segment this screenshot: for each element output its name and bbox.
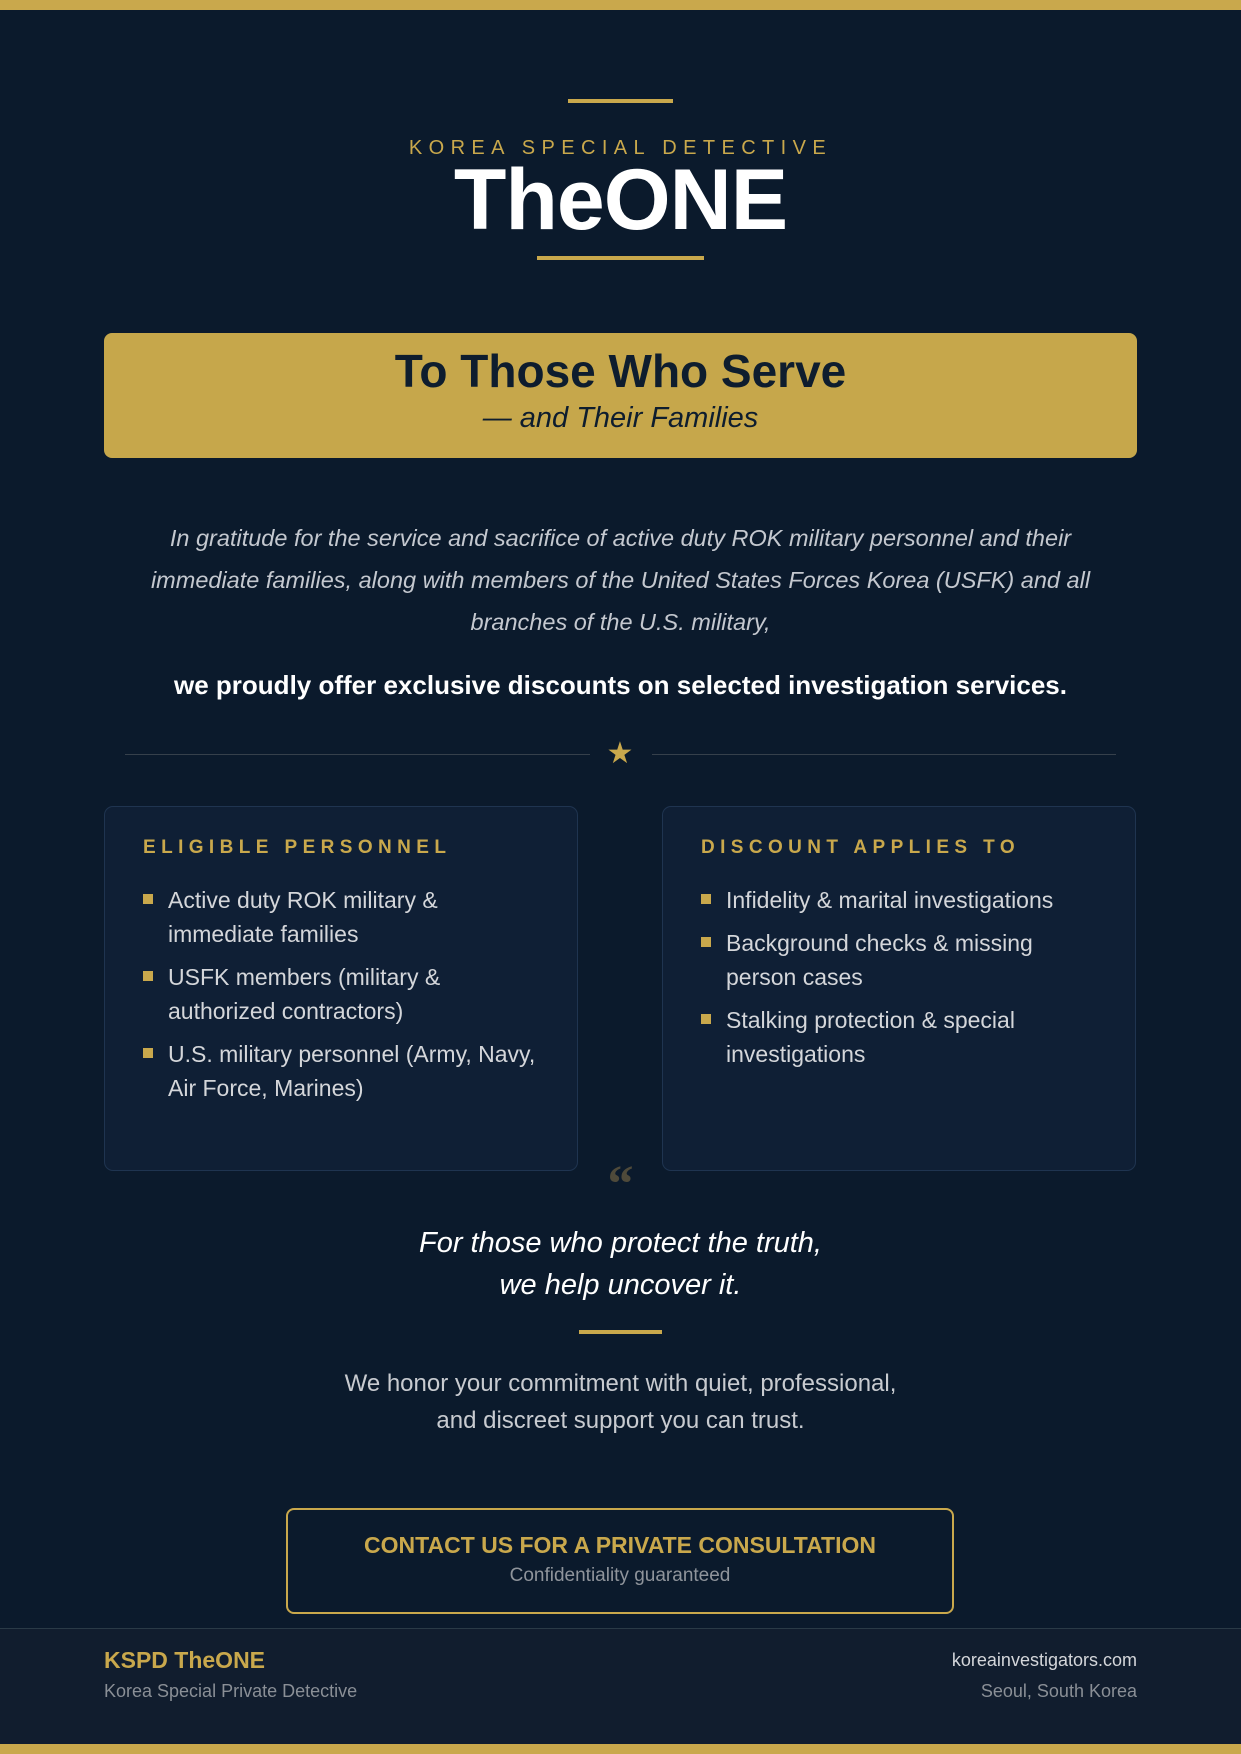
discount-list	[701, 883, 1097, 1071]
brand-rule-bottom	[537, 256, 704, 260]
list-item	[143, 1037, 539, 1105]
tagline-quote	[0, 1222, 1241, 1306]
hero-subtitle: — and Their Families	[482, 402, 759, 434]
divider-line-left	[125, 754, 590, 755]
star-icon: ★	[606, 737, 634, 770]
eligible-personnel-card	[104, 806, 578, 1171]
square-bullet-icon	[143, 1048, 153, 1058]
eligible-list	[143, 883, 539, 1105]
bottom-accent-bar	[0, 1744, 1241, 1754]
list-item	[143, 960, 539, 1028]
footer-location: Seoul, South Korea	[980, 1681, 1137, 1701]
list-item	[701, 1003, 1097, 1071]
cta-sublabel: Confidentiality guaranteed	[509, 1565, 731, 1586]
top-accent-bar	[0, 0, 1241, 10]
quote-line-2: we help uncover it.	[499, 1269, 742, 1301]
list-item	[701, 926, 1097, 994]
brand-kicker: KOREA SPECIAL DETECTIVE	[408, 137, 833, 159]
footer-brand: KSPD TheONE	[104, 1647, 266, 1673]
card-heading: ELIGIBLE PERSONNEL	[143, 837, 452, 858]
card-heading: DISCOUNT APPLIES TO	[701, 837, 1021, 858]
brand-rule-top	[568, 99, 673, 103]
quote-line-1: For those who protect the truth,	[419, 1227, 822, 1259]
square-bullet-icon	[143, 894, 153, 904]
intro-paragraph: In gratitude for the service and sacrifice of active duty ROK military personnel and their immediate families, along with members of the United States Forces Korea (USFK) and all branches of the U.S. military,	[150, 525, 1091, 635]
quote-rule	[579, 1330, 662, 1334]
list-item	[143, 883, 539, 951]
list-item-text: Active duty ROK military & immediate families	[168, 887, 438, 947]
honor-statement	[0, 1365, 1241, 1439]
discount-applies-card	[662, 806, 1136, 1171]
square-bullet-icon	[143, 971, 153, 981]
cta-label: CONTACT US FOR A PRIVATE CONSULTATION	[364, 1532, 876, 1558]
list-item-text: USFK members (military & authorized contractors)	[168, 964, 441, 1024]
divider-line-right	[652, 754, 1116, 755]
footer	[0, 1628, 1241, 1744]
hero-title: To Those Who Serve	[394, 345, 847, 397]
square-bullet-icon	[701, 894, 711, 904]
square-bullet-icon	[701, 1014, 711, 1024]
list-item-text: Background checks & missing person cases	[726, 930, 1033, 990]
hero-banner	[104, 333, 1137, 458]
list-item-text: Infidelity & marital investigations	[726, 887, 1054, 913]
quote-mark-icon: “	[607, 1156, 634, 1213]
list-item	[701, 883, 1097, 917]
square-bullet-icon	[701, 937, 711, 947]
honor-line-1: We honor your commitment with quiet, professional,	[344, 1370, 897, 1397]
website-link[interactable]: koreainvestigators.com	[951, 1650, 1137, 1670]
list-item-text: U.S. military personnel (Army, Navy, Air Force, Marines)	[168, 1041, 536, 1101]
list-item-text: Stalking protection & special investigations	[726, 1007, 1015, 1067]
footer-tagline: Korea Special Private Detective	[104, 1681, 358, 1701]
honor-line-2: and discreet support you can trust.	[436, 1407, 805, 1434]
offer-statement: we proudly offer exclusive discounts on selected investigation services.	[174, 670, 1067, 700]
contact-consultation-button[interactable]	[286, 1508, 954, 1614]
brand-title: TheONE	[453, 152, 788, 248]
